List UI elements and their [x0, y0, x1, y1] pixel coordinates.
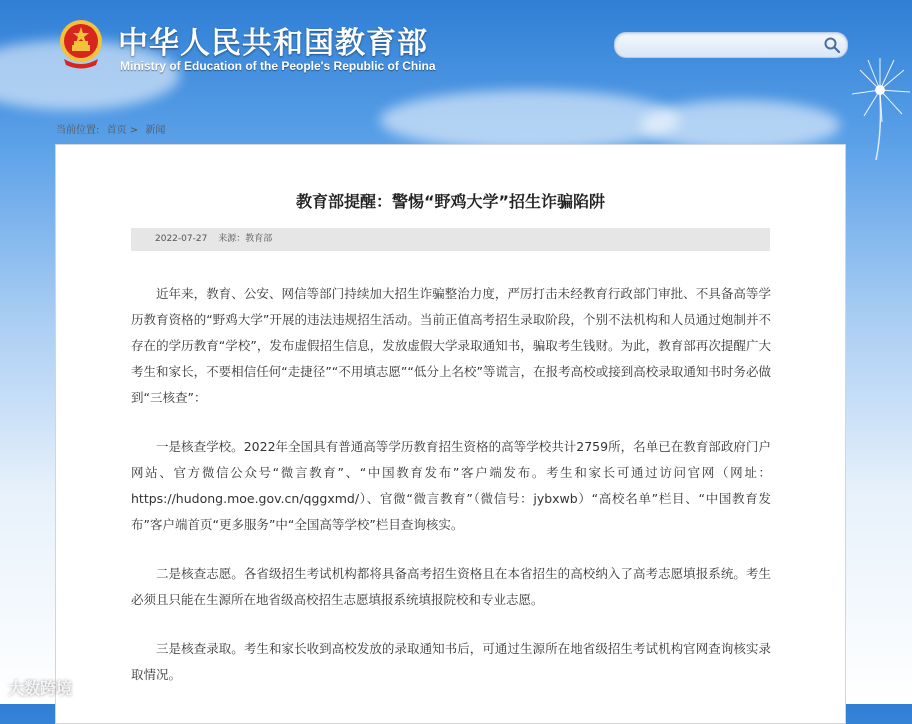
- article-date: 2022-07-27: [155, 234, 208, 244]
- breadcrumb: [56, 121, 165, 136]
- article-paragraph: 一是核查学校。2022年全国具有普通高等学历教育招生资格的高等学校共计2759所，名单已在教育部政府门户网站、官方微信公众号“微言教育”、“中国教育发布”客户端发布。考生和家长可通过访问官网（网址：https://hudong.moe.gov.cn/qggxmd/）、官微“微言教育”（微信号：jybxwb）“高校名单”栏目、“中国教育发布”客户端首页“更多服务”中“全国高等学校”栏目查询核实。: [131, 439, 771, 532]
- breadcrumb-news-link[interactable]: 新闻: [145, 125, 166, 136]
- article-title: 教育部提醒：警惕“野鸡大学”招生诈骗陷阱: [295, 192, 606, 211]
- article-paragraph: 二是核查志愿。各省级招生考试机构都将具备高考招生资格且在本省招生的高校纳入了高考志愿填报系统。考生必须且只能在生源所在地省级高校招生志愿填报系统填报院校和专业志愿。: [131, 566, 771, 607]
- search-box[interactable]: [614, 32, 848, 58]
- article-card: [55, 144, 846, 724]
- site-subtitle: Ministry of Education of the People's Republic of China: [120, 59, 436, 73]
- watermark: 大数跨境: [8, 679, 73, 698]
- article-source: 来源：教育部: [218, 234, 273, 244]
- article-paragraph: 近年来，教育、公安、网信等部门持续加大招生诈骗整治力度，严厉打击未经教育行政部门审批、不具备高等学历教育资格的“野鸡大学”开展的违法违规招生活动。当前正值高考招生录取阶段，个别不法机构和人员通过炮制并不存在的学历教育“学校”，发布虚假招生信息，发放虚假大学录取通知书，骗取考生钱财。为此，教育部再次提醒广大考生和家长，不要相信任何“走捷径”“不用填志愿”“低分上名校”等谎言，在报考高校或接到高校录取通知书时务必做到“三核查”：: [131, 286, 771, 405]
- search-input[interactable]: [625, 36, 819, 54]
- breadcrumb-home-link[interactable]: 首页: [106, 125, 127, 136]
- article-paragraph: 三是核查录取。考生和家长收到高校发放的录取通知书后，可通过生源所在地省级招生考试机构官网查询核实录取情况。: [131, 641, 771, 682]
- cloud-decoration: [380, 90, 680, 150]
- cloud-decoration: [640, 100, 840, 150]
- article-meta-bar: [131, 228, 770, 251]
- site-title: 中华人民共和国教育部: [118, 26, 428, 61]
- article-body: [131, 281, 771, 711]
- breadcrumb-label: 当前位置:: [56, 125, 100, 136]
- national-emblem-icon: [58, 17, 104, 69]
- breadcrumb-separator: >: [129, 125, 139, 136]
